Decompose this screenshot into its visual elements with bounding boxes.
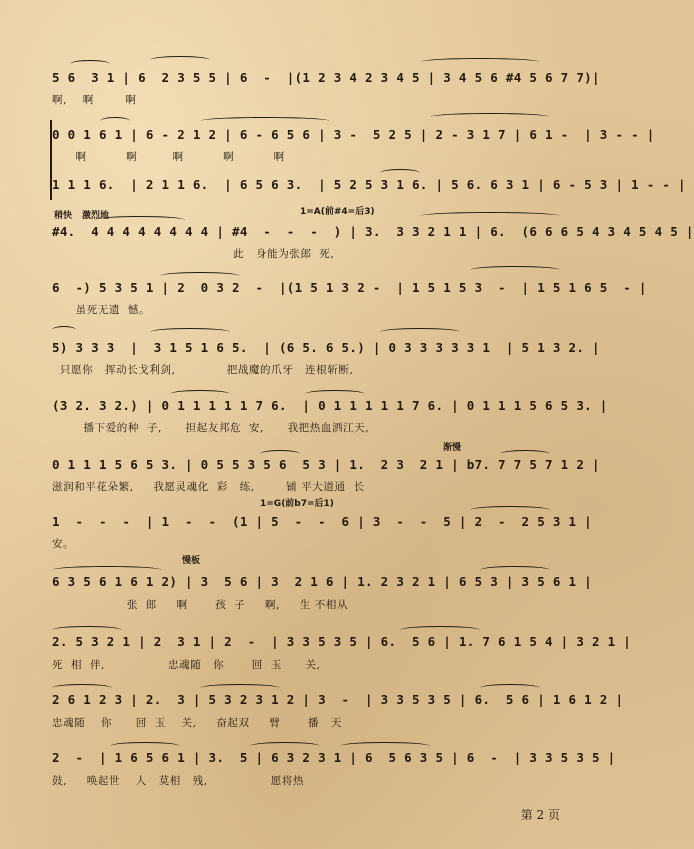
music-row: 6 -) 5 3 5 1 | 2 0 3 2 - |(1 5 1 3 2 - | 1 5 1 5 3 - | 1 5 1 6 5 - | (52, 280, 647, 295)
music-row: 2 6 1 2 3 | 2. 3 | 5 3 2 3 1 2 | 3 - | 3 3 5 3 5 | 6. 5 6 | 1 6 1 2 | (52, 692, 624, 707)
music-row: 2 - | 1 6 5 6 1 | 3. 5 | 6 3 2 3 1 | 6 5 6 3 5 | 6 - | 3 3 5 3 5 | (52, 750, 616, 765)
slur (470, 506, 550, 514)
slur (150, 56, 210, 64)
tempo-mark: 慢板 (182, 556, 201, 566)
slur (480, 566, 550, 574)
slur (380, 328, 460, 336)
slur (250, 742, 320, 750)
music-row: 0 1 1 1 5 6 5 3. | 0 5 5 3 5 6 5 3 | 1. 2 3 2 1 | b7. 7 7 5 7 1 2 | (52, 457, 600, 472)
slur (170, 390, 230, 398)
music-row: 6 3 5 6 1 6 1 2) | 3 5 6 | 3 2 1 6 | 1. 2 3 2 1 | 6 5 3 | 3 5 6 1 | (52, 574, 592, 589)
lyric-row: 鼓, 唤起世 人 莫相 残, 愿将热 (52, 775, 305, 787)
page-number: 第 2 页 (520, 808, 560, 822)
lyric-row: 只愿你 挥动长戈利剑, 把战魔的爪牙 连根斩断, (52, 364, 354, 376)
music-row: (3 2. 3 2.) | 0 1 1 1 1 1 7 6. | 0 1 1 1 1 1 7 6. | 0 1 1 1 5 6 5 3. | (52, 398, 608, 413)
music-row: 1 1 1 6. | 2 1 1 6. | 6 5 6 3. | 5 2 5 3 1 6. | 5 6. 6 3 1 | 6 - 5 3 | 1 - - | (52, 177, 686, 192)
music-row: #4. 4 4 4 4 4 4 4 4 | #4 - - - ) | 3. 3 3 2 1 1 | 6. (6 6 6 5 4 3 4 5 4 5 | (52, 224, 694, 239)
slur (305, 390, 365, 398)
slur (150, 328, 230, 336)
music-row: 5) 3 3 3 | 3 1 5 1 6 5. | (6 5. 6 5.) | 0 3 3 3 3 3 1 | 5 1 3 2. | (52, 340, 600, 355)
slur (52, 684, 112, 692)
slur (52, 626, 122, 634)
slur (70, 60, 110, 68)
tempo-mark: 渐慢 (443, 443, 462, 453)
slur (110, 742, 180, 750)
music-row: 2. 5 3 2 1 | 2 3 1 | 2 - | 3 3 5 3 5 | 6. 5 6 | 1. 7 6 1 5 4 | 3 2 1 | (52, 634, 632, 649)
tempo-mark: 稍快 (54, 211, 73, 221)
slur (480, 684, 540, 692)
lyric-row: 滋润和平花朵繁, 我愿灵魂化 彩 练, 铺 平大道通 长 (52, 481, 365, 493)
music-row: 0 0 1 6 1 | 6 - 2 1 2 | 6 - 6 5 6 | 3 - 5 2 5 | 2 - 3 1 7 | 6 1 - | 3 - - | (52, 127, 655, 142)
lyric-row: 啊, 啊 啊 (52, 94, 137, 106)
key-change: 1=G(前b7=后1) (260, 499, 334, 509)
lyric-row: 死 相 伴, 忠魂随 你 回 玉 关, (52, 659, 321, 671)
slur (470, 266, 560, 274)
lyric-row: 安。 (52, 538, 75, 550)
slur (160, 272, 240, 280)
slur (420, 212, 560, 220)
slur (200, 684, 280, 692)
slur (52, 326, 76, 334)
music-row: 5 6 3 1 | 6 2 3 5 5 | 6 - |(1 2 3 4 2 3 4 5 | 3 4 5 6 #4 5 6 7 7)| (52, 70, 600, 85)
key-change: 1=A(前#4=后3) (300, 207, 375, 217)
music-row: 1 - - - | 1 - - (1 | 5 - - 6 | 3 - - 5 | 2 - 2 5 3 1 | (52, 514, 592, 529)
slur (380, 169, 420, 177)
slur (52, 566, 162, 574)
slur (340, 742, 430, 750)
slur (200, 117, 330, 125)
lyric-row: 忠魂随 你 回 玉 关, 奋起双 臂 播 天 (52, 717, 342, 729)
slur (400, 626, 480, 634)
slur (420, 58, 540, 66)
slur (95, 216, 185, 224)
slur (430, 113, 550, 121)
lyric-row: 啊 啊 啊 啊 啊 (52, 151, 285, 163)
lyric-row: 张 郎 啊 孩 子 啊, 生 不相从 (52, 599, 349, 611)
slur (100, 117, 130, 125)
lyric-row: 此 身能为张郎 死, (52, 248, 335, 260)
tempo-mark: 激烈地 (82, 211, 110, 221)
lyric-row: 播下爱的种 子, 担起友邦危 安, 我把热血洒江天, (52, 422, 370, 434)
lyric-row: 虽死无遗 憾。 (52, 304, 151, 316)
